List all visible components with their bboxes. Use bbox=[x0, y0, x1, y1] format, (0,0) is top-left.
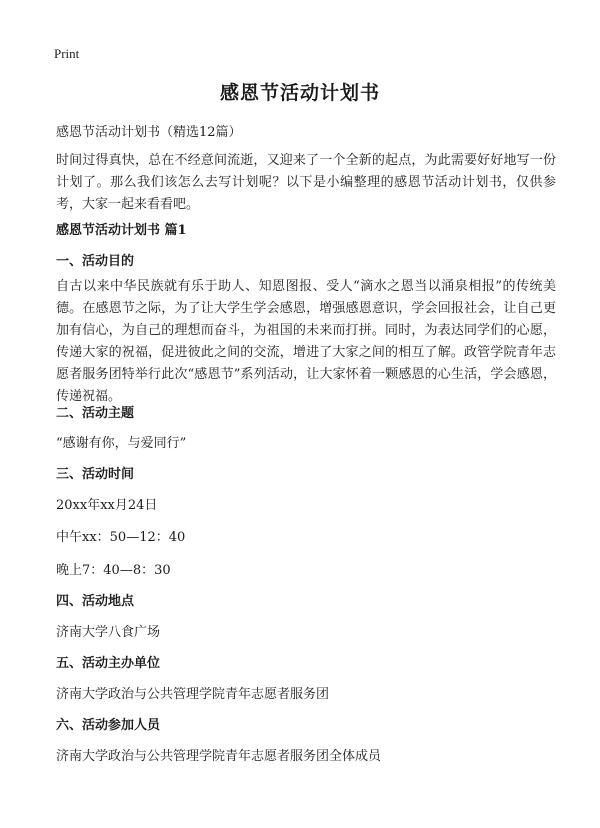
theme-text: “感谢有你，与爱同行” bbox=[56, 436, 187, 451]
organizer-text: 济南大学政治与公共管理学院青年志愿者服务团 bbox=[56, 687, 330, 702]
location-text: 济南大学八食广场 bbox=[56, 625, 161, 640]
heading-purpose: 一、活动目的 bbox=[56, 254, 135, 269]
intro-paragraph: 时间过得真快，总在不经意间流逝，又迎来了一个全新的起点，为此需要好好地写一份计划了。那么我们该怎么去写计划呢？以下是小编整理的感恩节活动计划书，仅供参考，大家一起来看看吧。 bbox=[56, 153, 556, 212]
purpose-paragraph: 自古以来中华民族就有乐于助人、知恩图报、受人“滴水之恩当以涌泉相报”的传统美德。在感恩节之际，为了让大学生学会感恩，增强感恩意识，学会回报社会，让自己更加有信心，为自己的理想而奋斗，为祖国的未来而打拼。同时，为表达同学们的心愿，传递大家的祝福，促进彼此之间的交流，增进了大家之间的相互了解。政管学院青年志愿者服务团特举行此次“感恩节”系列活动，让大家怀着一颗感恩的心生活，学会感恩，传递祝福。 bbox=[56, 279, 556, 404]
heading-organizer: 五、活动主办单位 bbox=[56, 656, 161, 671]
time-line-date: 20xx年xx月24日 bbox=[56, 498, 158, 513]
time-line-noon: 中午xx：50—12：40 bbox=[56, 530, 186, 545]
print-link[interactable]: Print bbox=[54, 46, 80, 61]
heading-location: 四、活动地点 bbox=[56, 594, 135, 609]
section-title: 感恩节活动计划书 篇1 bbox=[56, 223, 187, 238]
participants-text: 济南大学政治与公共管理学院青年志愿者服务团全体成员 bbox=[56, 749, 382, 764]
page-title: 感恩节活动计划书 bbox=[219, 82, 380, 104]
document-subtitle: 感恩节活动计划书（精选12篇） bbox=[56, 125, 242, 140]
heading-theme: 二、活动主题 bbox=[56, 406, 135, 421]
heading-participants: 六、活动参加人员 bbox=[56, 718, 161, 733]
time-line-evening: 晚上7：40—8：30 bbox=[56, 563, 171, 578]
heading-time: 三、活动时间 bbox=[56, 467, 135, 482]
